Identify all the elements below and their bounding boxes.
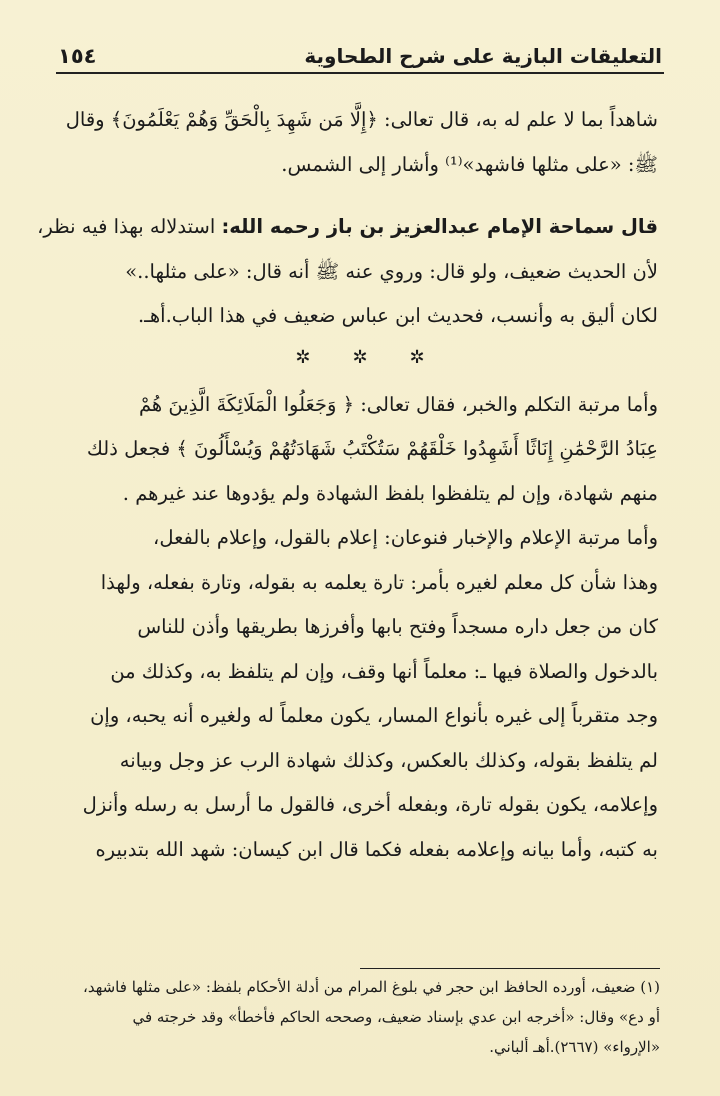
paragraph-speech-rank xyxy=(62,383,658,517)
text-line: به كتبه، وأما بيانه وإعلامه بفعله فكما قال ابن كيسان: شهد الله بتدبيره xyxy=(95,837,658,861)
text-line: لم يتلفظ بقوله، وكذلك بالعكس، وكذلك شهادة الرب عز وجل وبيانه xyxy=(119,748,658,772)
text-line: شاهداً بما لا علم له به، قال تعالى: ﴿إِلَّا مَن شَهِدَ بِالْحَقِّ وَهُمْ يَعْلَمُونَ﴾ وقال xyxy=(65,108,658,131)
text-line: منهم شهادة، وإن لم يتلفظوا بلفظ الشهادة ولم يؤدوها عند غيرهم . xyxy=(122,481,658,505)
footnote-line: «الإرواء» (٢٦٦٧).أهـ ألباني. xyxy=(489,1038,660,1056)
text-line: لكان أليق به وأنسب، فحديث ابن عباس ضعيف في هذا الباب.أهـ. xyxy=(137,304,658,327)
star-ornament: ✲ xyxy=(409,346,425,368)
text-line: بالدخول والصلاة فيها ـ: معلماً أنها وقف، وإن لم يتلفظ به، وكذلك من xyxy=(110,659,658,683)
page-number: ١٥٤ xyxy=(58,44,97,68)
footnote-line: أو دع» وقال: «أخرجه ابن عدي بإسناد ضعيف، وصححه الحاكم فأخطأ» وقد خرجته في xyxy=(132,1008,660,1026)
header-rule xyxy=(56,72,664,74)
text-line: وإعلامه، يكون بقوله تارة، وبفعله أخرى، فالقول ما أرسل به رسله وأنزل xyxy=(82,793,658,816)
text-line: لأن الحديث ضعيف، ولو قال: وروي عنه ﷺ أنه قال: «على مثلها..» xyxy=(125,259,658,283)
text-line: وجد متقرباً إلى غيره بأنواع المسار، يكون معلماً له ولغيره أنه يحبه، وإن xyxy=(90,704,658,727)
footnote-rule xyxy=(360,968,660,969)
paragraph-ibn-baz-comment xyxy=(37,205,658,339)
text-line: وهذا شأن كل معلم لغيره بأمر: تارة يعلمه به بقوله، وتارة بفعله، ولهذا xyxy=(100,570,658,594)
section-separator xyxy=(62,343,658,373)
footnote-line: (١) ضعيف، أورده الحافظ ابن حجر في بلوغ المرام من أدلة الأحكام بلفظ: «على مثلها فاشهد، xyxy=(82,978,660,996)
comment-lead: قال سماحة الإمام عبدالعزيز بن باز رحمه الله: xyxy=(221,215,658,238)
text-line: وأما مرتبة الإعلام والإخبار فنوعان: إعلام بالقول، وإعلام بالفعل، xyxy=(153,526,658,549)
text-line: وأما مرتبة التكلم والخبر، فقال تعالى: ﴿ وَجَعَلُوا الْمَلَائِكَةَ الَّذِينَ هُمْ xyxy=(138,392,658,416)
paragraph-informing-rank xyxy=(62,516,658,872)
header-title: التعليقات البازية على شرح الطحاوية xyxy=(304,44,662,68)
star-ornament: ✲ xyxy=(295,346,311,368)
page-header xyxy=(58,28,662,68)
paragraph-witness xyxy=(62,98,658,187)
text-line: ﷺ: «على مثلها فاشهد»⁽¹⁾ وأشار إلى الشمس. xyxy=(281,152,658,176)
text-line xyxy=(37,205,658,250)
star-ornament: ✲ xyxy=(352,346,368,368)
text-line: كان من جعل داره مسجداً وفتح بابها وأفرزها بطريقها وأذن للناس xyxy=(137,615,658,638)
footnote xyxy=(58,972,660,1062)
text-line: عِبَادُ الرَّحْمَٰنِ إِنَاثًا أَشَهِدُوا خَلْقَهُمْ سَتُكْتَبُ شَهَادَتُهُمْ وَيُسْأَلُونَ ﴾ فجعل ذلك xyxy=(86,437,658,460)
body-text xyxy=(37,98,658,872)
comment-text: استدلاله بهذا فيه نظر، xyxy=(37,215,222,238)
